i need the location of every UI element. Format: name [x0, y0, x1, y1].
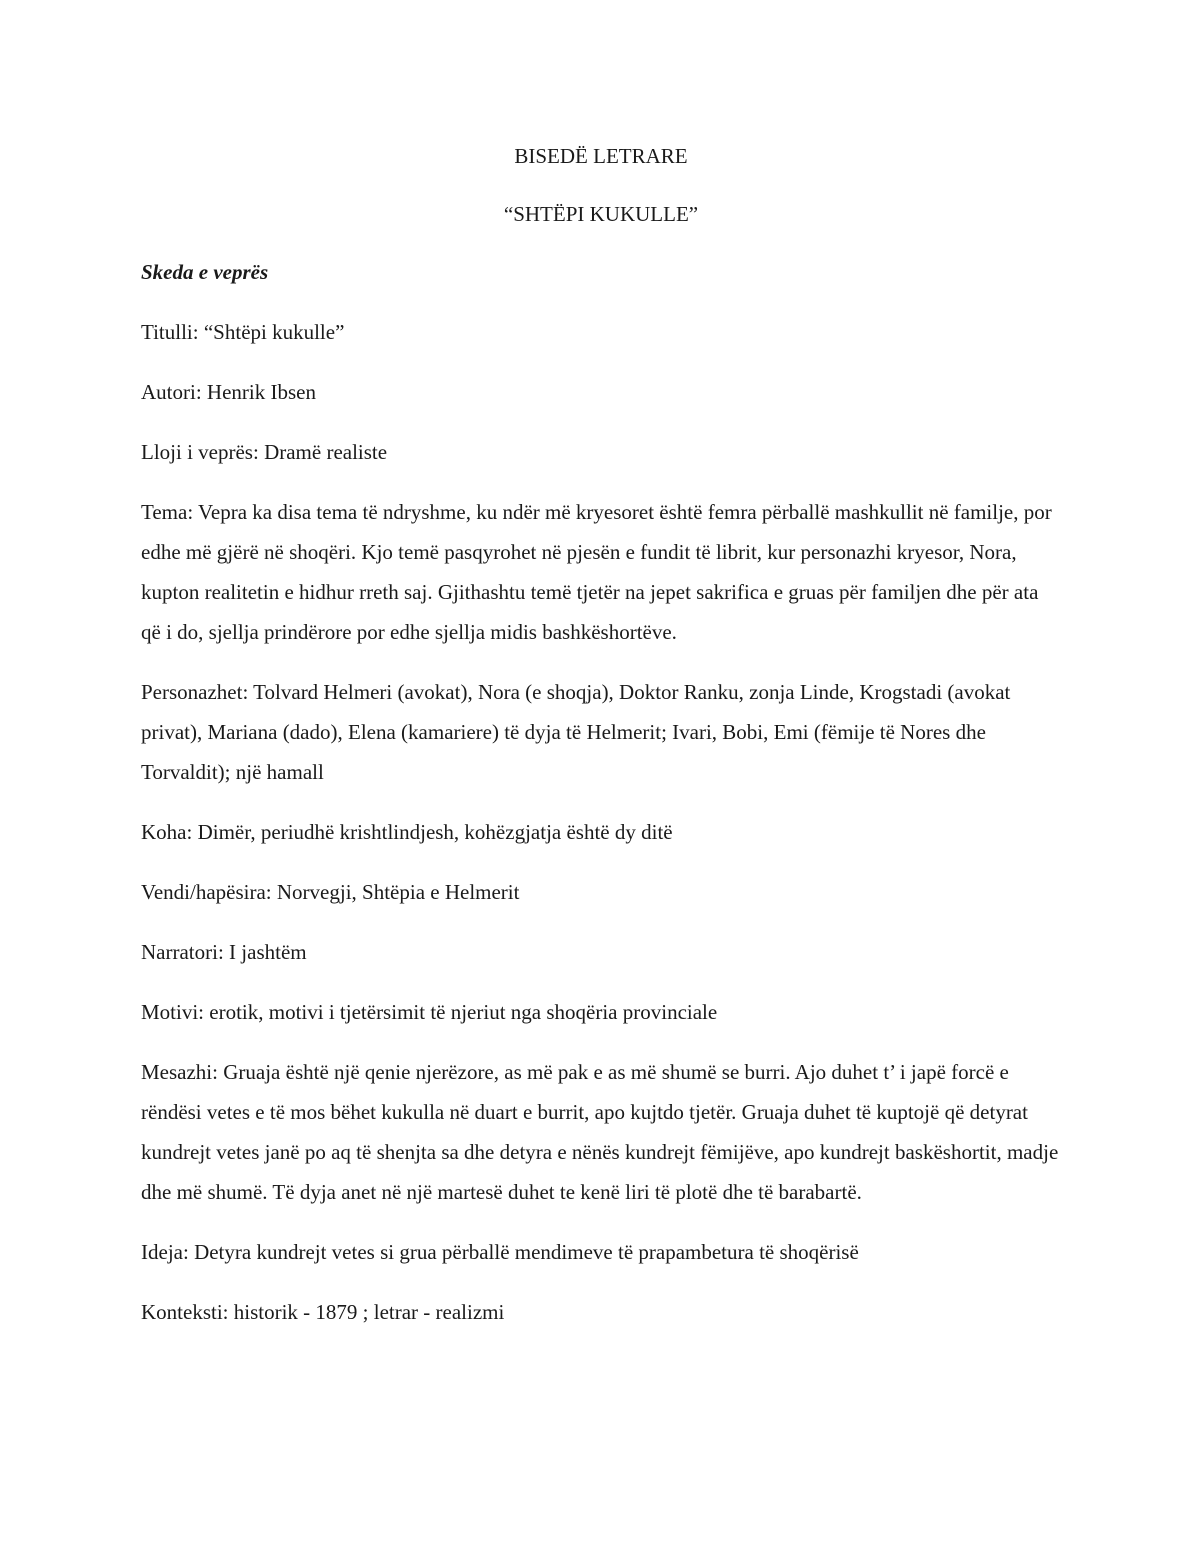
field-label: Autori: [141, 380, 202, 404]
field-label: Konteksti: [141, 1300, 229, 1324]
field-value: Vepra ka disa tema të ndryshme, ku ndër më kryesoret është femra përballë mashkullit në familje, por edhe më gjërë në shoqëri. Kjo temë pasqyrohet në pjesën e fundit të librit, kur personazhi kryesor, Nora, kupton realitetin e hidhur rreth saj. Gjithashtu temë tjetër na jepet sakrifica e gruas për familjen dhe për ata që i do, sjellja prindërore por edhe sjellja midis bashkëshortëve. [141, 500, 1052, 644]
section-heading: Skeda e veprës [141, 260, 269, 284]
field-koha [141, 812, 1061, 852]
field-value: Henrik Ibsen [206, 380, 316, 404]
field-lloji [141, 432, 1061, 472]
field-motivi [141, 992, 1061, 1032]
field-ideja [141, 1232, 1061, 1272]
field-label: Koha: [141, 820, 193, 844]
field-value: “Shtëpi kukulle” [203, 320, 345, 344]
field-konteksti [141, 1292, 1061, 1332]
field-value: Dramë realiste [264, 440, 388, 464]
field-label: Narratori: [141, 940, 224, 964]
field-value: I jashtëm [229, 940, 307, 964]
field-label: Vendi/hapësira: [141, 880, 272, 904]
field-personazhet [141, 672, 1061, 792]
field-label: Lloji i veprës: [141, 440, 259, 464]
field-value: Dimër, periudhë krishtlindjesh, kohëzgjatja është dy ditë [197, 820, 673, 844]
field-value: Gruaja është një qenie njerëzore, as më pak e as më shumë se burri. Ajo duhet t’ i japë forcë e rëndësi vetes e të mos bëhet kukulla në duart e burrit, apo kujtdo tjetër. Gruaja duhet të kuptojë që detyrat kundrejt vetes janë po aq të shenjta sa dhe detyra e nënës kundrejt fëmijëve, apo kundrejt baskëshortit, madje dhe më shumë. Të dyja anet në një martesë duhet te kenë liri të plotë dhe të barabartë. [141, 1060, 1059, 1204]
field-value: erotik, motivi i tjetërsimit të njeriut nga shoqëria provinciale [209, 1000, 718, 1024]
field-value: Detyra kundrejt vetes si grua përballë mendimeve të prapambetura të shoqërisë [194, 1240, 859, 1264]
field-mesazhi [141, 1052, 1061, 1212]
document-subtitle: “SHTËPI KUKULLE” [503, 202, 699, 226]
document-title: BISEDË LETRARE [514, 144, 688, 168]
field-value: Tolvard Helmeri (avokat), Nora (e shoqja), Doktor Ranku, zonja Linde, Krogstadi (avokat privat), Mariana (dado), Elena (kamariere) të dyja të Helmerit; Ivari, Bobi, Emi (fëmije të Nores dhe Torvaldit); një hamall [141, 680, 1011, 784]
document-content [141, 136, 1061, 1352]
field-autori [141, 372, 1061, 412]
field-value: Norvegji, Shtëpia e Helmerit [276, 880, 520, 904]
field-label: Tema: [141, 500, 194, 524]
field-value: historik - 1879 ; letrar - realizmi [233, 1300, 505, 1324]
field-label: Titulli: [141, 320, 199, 344]
field-titulli [141, 312, 1061, 352]
field-label: Personazhet: [141, 680, 249, 704]
field-narratori [141, 932, 1061, 972]
field-label: Ideja: [141, 1240, 189, 1264]
field-label: Motivi: [141, 1000, 205, 1024]
field-vendi [141, 872, 1061, 912]
field-label: Mesazhi: [141, 1060, 218, 1084]
field-tema [141, 492, 1061, 652]
